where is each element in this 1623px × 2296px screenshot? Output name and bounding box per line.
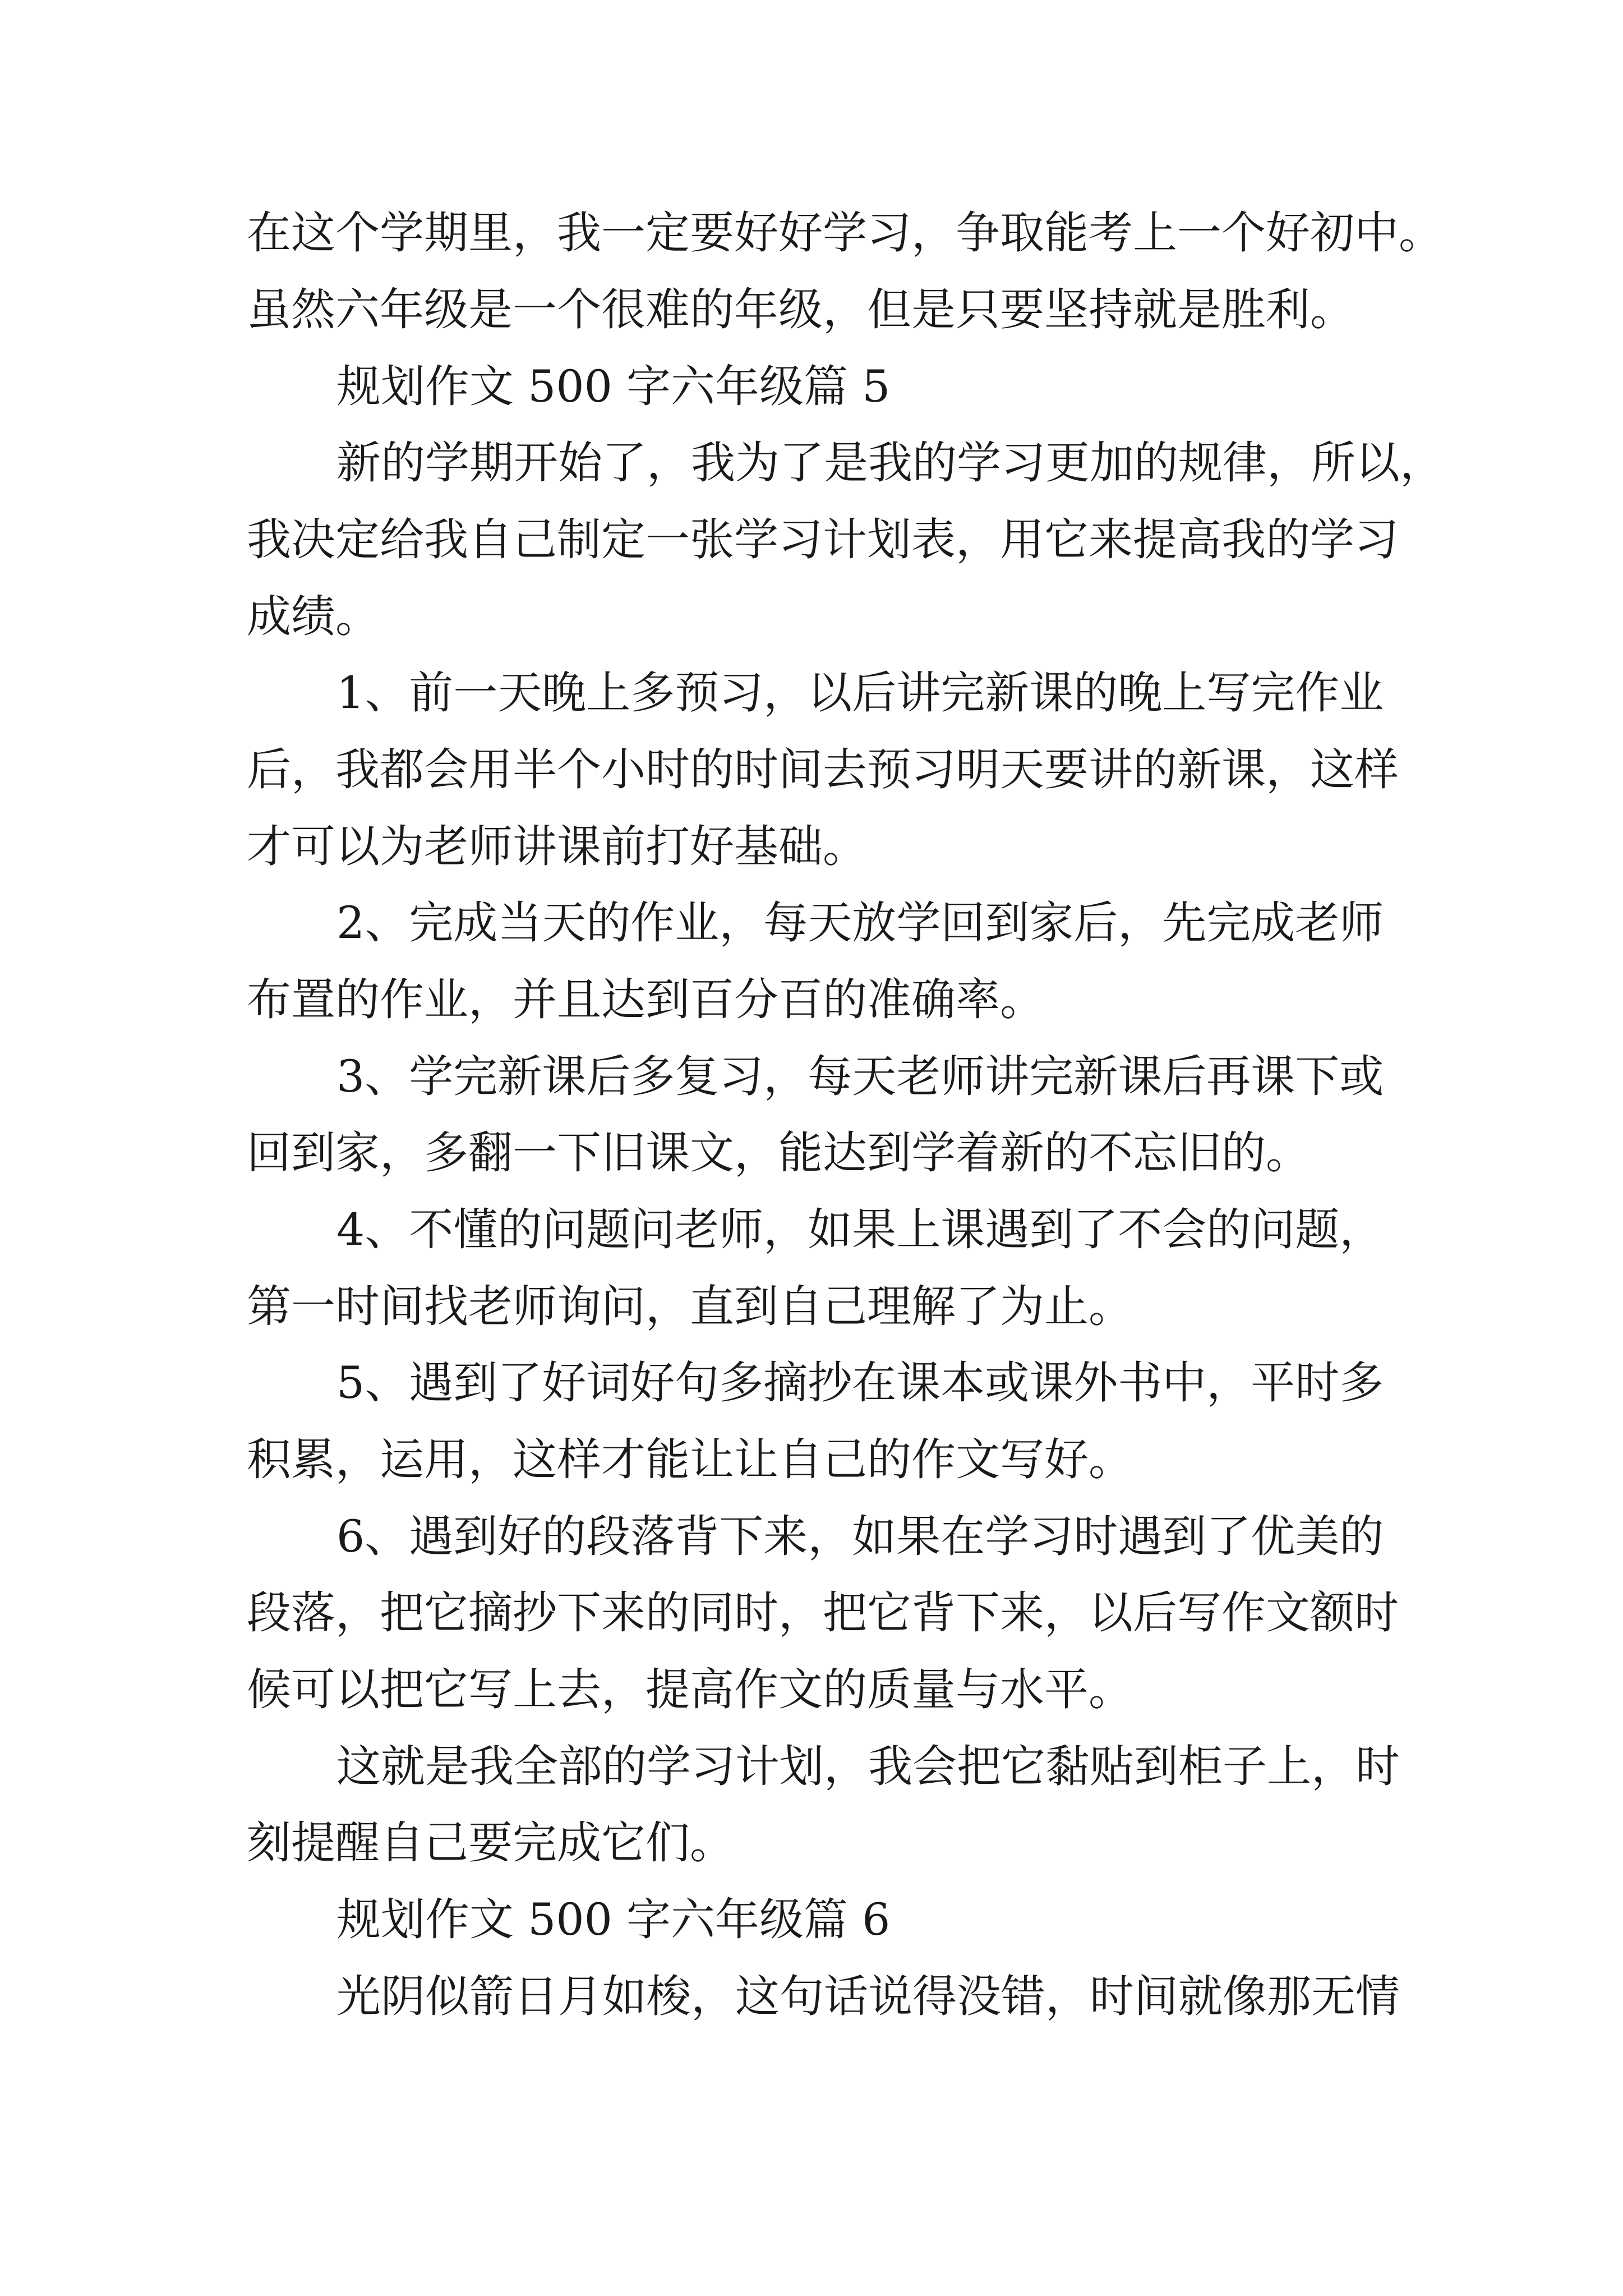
text-line: 成绩。 xyxy=(247,591,380,642)
text-line: 这就是我全部的学习计划，我会把它黏贴到柜子上，时 xyxy=(336,1741,1400,1792)
text-line: 我决定给我自己制定一张学习计划表，用它来提高我的学习 xyxy=(247,514,1399,565)
text-line: 候可以把它写上去，提高作文的质量与水平。 xyxy=(247,1664,1133,1715)
section-heading: 规划作文 500 字六年级篇 6 xyxy=(336,1894,891,1945)
text-line: 3、学完新课后多复习，每天老师讲完新课后再课下或 xyxy=(336,1051,1384,1102)
text-line: 在这个学期里，我一定要好好学习，争取能考上一个好初中。 xyxy=(247,207,1443,259)
text-line: 新的学期开始了，我为了是我的学习更加的规律，所以， xyxy=(336,437,1444,489)
text-line: 虽然六年级是一个很难的年级，但是只要坚持就是胜利。 xyxy=(247,284,1354,335)
text-line: 第一时间找老师询问，直到自己理解了为止。 xyxy=(247,1281,1133,1332)
text-line: 刻提醒自己要完成它们。 xyxy=(247,1817,734,1869)
text-line: 布置的作业，并且达到百分百的准确率。 xyxy=(247,974,1044,1025)
text-line: 才可以为老师讲课前打好基础。 xyxy=(247,821,867,872)
text-line: 6、遇到好的段落背下来，如果在学习时遇到了优美的 xyxy=(336,1511,1384,1562)
text-line: 5、遇到了好词好句多摘抄在课本或课外书中，平时多 xyxy=(336,1357,1384,1409)
section-heading: 规划作文 500 字六年级篇 5 xyxy=(336,361,891,412)
text-line: 2、完成当天的作业，每天放学回到家后，先完成老师 xyxy=(336,897,1384,949)
text-line: 1、前一天晚上多预习，以后讲完新课的晚上写完作业 xyxy=(336,667,1384,719)
text-line: 光阴似箭日月如梭，这句话说得没错，时间就像那无情 xyxy=(336,1971,1400,2022)
text-line: 4、不懂的问题问老师，如果上课遇到了不会的问题， xyxy=(336,1204,1384,1255)
text-line: 后，我都会用半个小时的时间去预习明天要讲的新课，这样 xyxy=(247,744,1399,795)
text-line: 段落，把它摘抄下来的同时，把它背下来，以后写作文额时 xyxy=(247,1587,1399,1639)
text-line: 回到家，多翻一下旧课文，能达到学着新的不忘旧的。 xyxy=(247,1127,1310,1179)
text-line: 积累，运用，这样才能让让自己的作文写好。 xyxy=(247,1434,1133,1485)
